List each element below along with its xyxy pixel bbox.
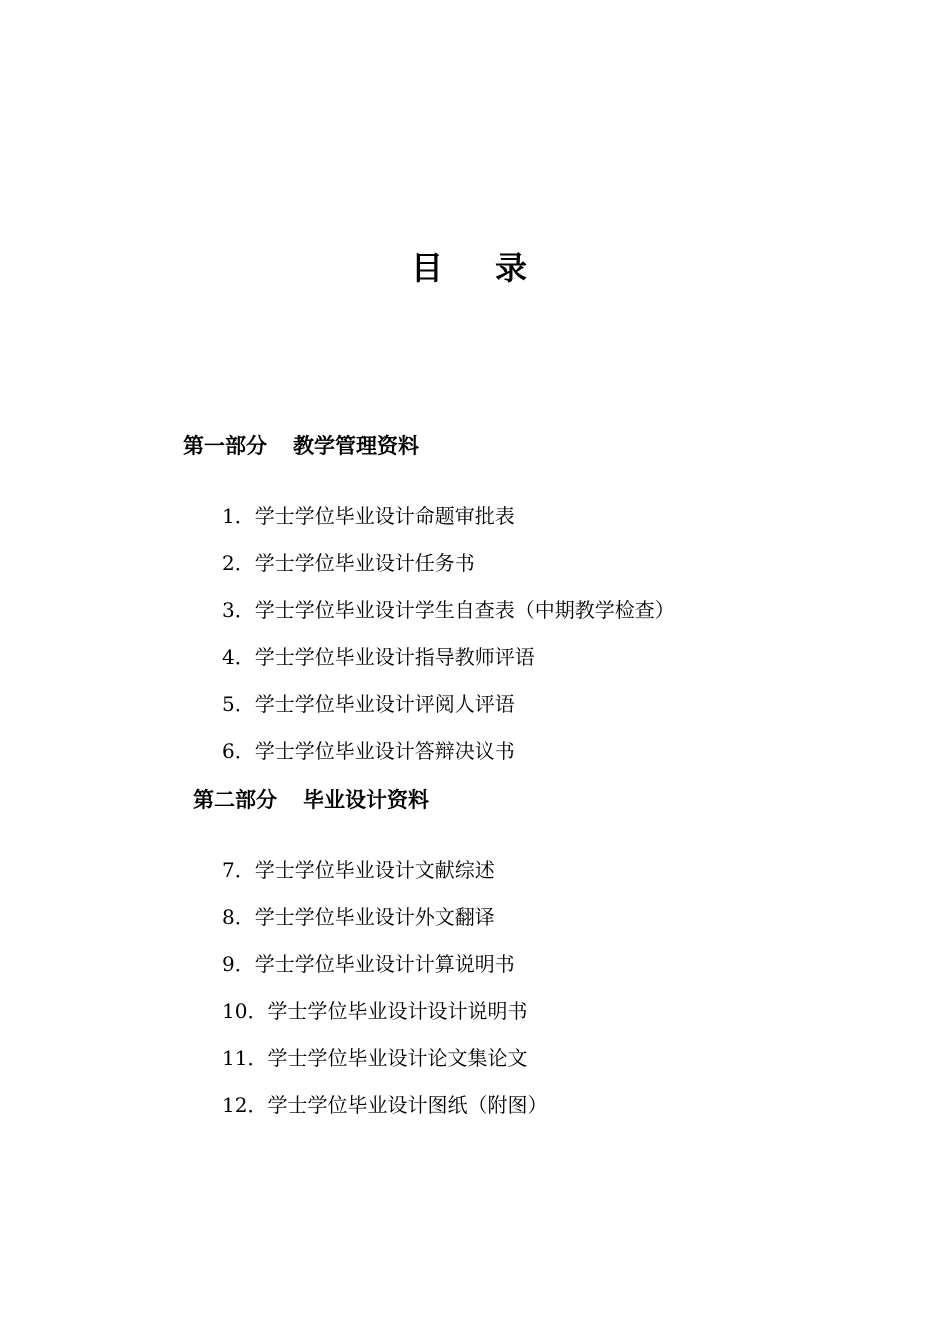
toc-entry-text: 学士学位毕业设计论文集论文 — [267, 1046, 528, 1070]
toc-entry-text: 学士学位毕业设计评阅人评语 — [254, 692, 515, 716]
toc-entry — [222, 903, 495, 931]
toc-entry-text: 学士学位毕业设计答辩决议书 — [254, 739, 515, 763]
toc-entry-number: 4． — [222, 645, 255, 669]
page-title: 目录 — [410, 249, 579, 287]
toc-entry-number: 3． — [222, 598, 255, 622]
toc-entry — [222, 950, 515, 978]
toc-entry-text: 学士学位毕业设计设计说明书 — [267, 999, 528, 1023]
toc-entry-number: 11． — [222, 1046, 268, 1070]
toc-entry — [222, 596, 675, 624]
toc-entry-text: 学士学位毕业设计任务书 — [254, 551, 475, 575]
part-1-heading — [183, 431, 419, 461]
toc-entry — [222, 1044, 527, 1072]
toc-entry — [222, 1091, 547, 1119]
toc-entry-text: 学士学位毕业设计计算说明书 — [254, 952, 515, 976]
toc-entry — [222, 856, 495, 884]
part-2-heading — [193, 785, 429, 815]
part-1-heading-name: 教学管理资料 — [293, 434, 419, 458]
toc-entry — [222, 997, 527, 1025]
toc-entry-text: 学士学位毕业设计文献综述 — [254, 858, 495, 882]
toc-entry-text: 学士学位毕业设计命题审批表 — [254, 504, 515, 528]
toc-entry-number: 9． — [222, 952, 255, 976]
part-2-heading-prefix: 第二部分 — [193, 788, 277, 812]
toc-entry-number: 10． — [222, 999, 268, 1023]
toc-entry — [222, 690, 515, 718]
toc-entry-number: 5． — [222, 692, 255, 716]
toc-entry — [222, 643, 535, 671]
toc-entry-number: 2． — [222, 551, 255, 575]
toc-entry-text: 学士学位毕业设计外文翻译 — [254, 905, 495, 929]
toc-entry — [222, 549, 475, 577]
toc-entry-number: 8． — [222, 905, 255, 929]
toc-entry-text: 学士学位毕业设计指导教师评语 — [254, 645, 535, 669]
toc-entry-number: 1． — [222, 504, 255, 528]
toc-entry-number: 12． — [222, 1093, 268, 1117]
part-1-heading-prefix: 第一部分 — [183, 434, 267, 458]
toc-entry-text: 学士学位毕业设计图纸（附图） — [267, 1093, 548, 1117]
toc-entry — [222, 737, 515, 765]
toc-entry — [222, 502, 515, 530]
toc-entry-text: 学士学位毕业设计学生自查表（中期教学检查） — [254, 598, 675, 622]
toc-entry-number: 6． — [222, 739, 255, 763]
toc-entry-number: 7． — [222, 858, 255, 882]
part-2-heading-name: 毕业设计资料 — [303, 788, 429, 812]
